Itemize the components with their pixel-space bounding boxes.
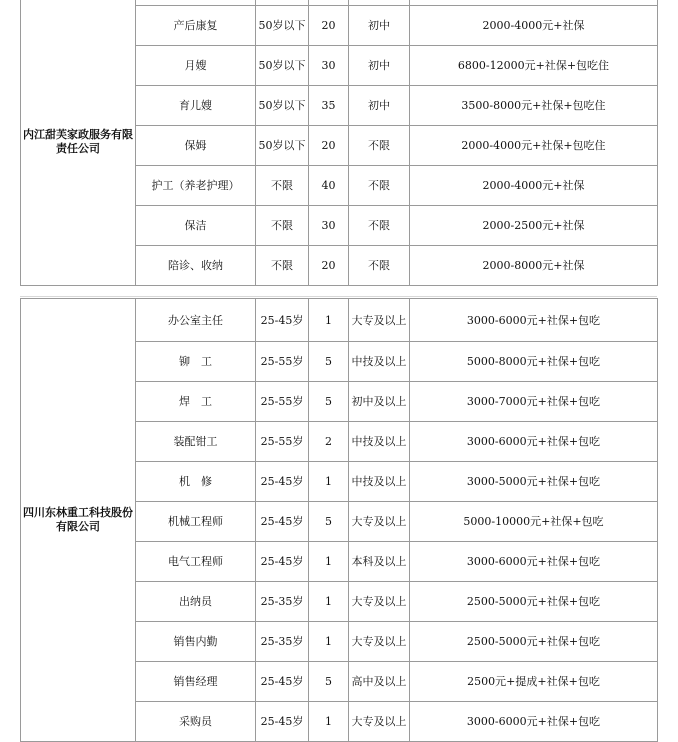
headcount: 1 xyxy=(309,622,349,662)
headcount: 35 xyxy=(309,86,349,126)
headcount: 5 xyxy=(309,502,349,542)
education-requirement: 不限 xyxy=(349,246,410,286)
job-title: 护工（养老护理） xyxy=(136,166,256,206)
company-name: 内江甜芙家政服务有限责任公司 xyxy=(23,128,133,155)
age-requirement: 25-35岁 xyxy=(256,622,309,662)
salary: 3000-6000元+社保+包吃 xyxy=(410,702,658,742)
job-title: 育儿嫂 xyxy=(136,86,256,126)
education-requirement: 初中 xyxy=(349,6,410,46)
headcount: 5 xyxy=(309,382,349,422)
job-title: 陪诊、收纳 xyxy=(136,246,256,286)
salary: 2500-5000元+社保+包吃 xyxy=(410,582,658,622)
age-requirement: 25-45岁 xyxy=(256,702,309,742)
headcount: 1 xyxy=(309,582,349,622)
salary: 3000-6000元+社保+包吃 xyxy=(410,299,658,342)
headcount: 40 xyxy=(309,166,349,206)
salary: 3000-7000元+社保+包吃 xyxy=(410,382,658,422)
salary: 3000-6000元+社保+包吃 xyxy=(410,422,658,462)
job-title: 机 修 xyxy=(136,462,256,502)
education-requirement: 大专及以上 xyxy=(349,622,410,662)
job-title: 保姆 xyxy=(136,126,256,166)
table-row xyxy=(21,299,658,342)
age-requirement: 50岁以下 xyxy=(256,126,309,166)
job-title: 铆 工 xyxy=(136,342,256,382)
education-requirement: 初中 xyxy=(349,46,410,86)
age-requirement: 25-45岁 xyxy=(256,542,309,582)
salary: 3000-6000元+社保+包吃 xyxy=(410,542,658,582)
job-title: 办公室主任 xyxy=(136,299,256,342)
headcount: 20 xyxy=(309,246,349,286)
education-requirement: 不限 xyxy=(349,206,410,246)
salary: 2000-2500元+社保 xyxy=(410,206,658,246)
job-title: 出纳员 xyxy=(136,582,256,622)
headcount: 20 xyxy=(309,6,349,46)
age-requirement: 不限 xyxy=(256,166,309,206)
salary: 2000-4000元+社保 xyxy=(410,6,658,46)
age-requirement: 25-45岁 xyxy=(256,502,309,542)
salary: 3500-8000元+社保+包吃住 xyxy=(410,86,658,126)
job-title: 装配钳工 xyxy=(136,422,256,462)
headcount: 1 xyxy=(309,542,349,582)
job-title: 销售内勤 xyxy=(136,622,256,662)
education-requirement: 初中及以上 xyxy=(349,382,410,422)
education-requirement: 中技及以上 xyxy=(349,342,410,382)
education-requirement: 大专及以上 xyxy=(349,582,410,622)
job-title: 月嫂 xyxy=(136,46,256,86)
education-requirement: 本科及以上 xyxy=(349,542,410,582)
age-requirement: 25-45岁 xyxy=(256,299,309,342)
recruitment-table-donglin xyxy=(20,298,658,742)
education-requirement: 不限 xyxy=(349,126,410,166)
education-requirement: 大专及以上 xyxy=(349,502,410,542)
education-requirement: 大专及以上 xyxy=(349,299,410,342)
age-requirement: 25-55岁 xyxy=(256,342,309,382)
job-title: 电气工程师 xyxy=(136,542,256,582)
salary: 2500-5000元+社保+包吃 xyxy=(410,622,658,662)
headcount: 1 xyxy=(309,299,349,342)
salary: 2000-4000元+社保 xyxy=(410,166,658,206)
age-requirement: 25-55岁 xyxy=(256,422,309,462)
headcount: 20 xyxy=(309,126,349,166)
divider xyxy=(20,296,657,297)
education-requirement: 中技及以上 xyxy=(349,462,410,502)
salary: 5000-10000元+社保+包吃 xyxy=(410,502,658,542)
company-cell xyxy=(21,299,136,742)
job-title: 焊 工 xyxy=(136,382,256,422)
salary: 2000-8000元+社保 xyxy=(410,246,658,286)
age-requirement: 25-55岁 xyxy=(256,382,309,422)
age-requirement: 25-35岁 xyxy=(256,582,309,622)
education-requirement: 初中 xyxy=(349,86,410,126)
company-name: 四川东林重工科技股份有限公司 xyxy=(23,506,133,533)
headcount: 30 xyxy=(309,46,349,86)
headcount: 5 xyxy=(309,342,349,382)
education-requirement: 高中及以上 xyxy=(349,662,410,702)
age-requirement: 不限 xyxy=(256,246,309,286)
headcount: 30 xyxy=(309,206,349,246)
headcount: 5 xyxy=(309,662,349,702)
education-requirement: 不限 xyxy=(349,166,410,206)
salary: 2500元+提成+社保+包吃 xyxy=(410,662,658,702)
age-requirement: 50岁以下 xyxy=(256,6,309,46)
education-requirement: 大专及以上 xyxy=(349,702,410,742)
salary: 2000-4000元+社保+包吃住 xyxy=(410,126,658,166)
job-title: 采购员 xyxy=(136,702,256,742)
education-requirement: 中技及以上 xyxy=(349,422,410,462)
salary: 6800-12000元+社保+包吃住 xyxy=(410,46,658,86)
age-requirement: 50岁以下 xyxy=(256,46,309,86)
job-title: 销售经理 xyxy=(136,662,256,702)
age-requirement: 25-45岁 xyxy=(256,662,309,702)
age-requirement: 50岁以下 xyxy=(256,86,309,126)
age-requirement: 不限 xyxy=(256,206,309,246)
recruitment-table-jiazheng xyxy=(20,0,658,286)
salary: 5000-8000元+社保+包吃 xyxy=(410,342,658,382)
headcount: 1 xyxy=(309,462,349,502)
job-title: 机械工程师 xyxy=(136,502,256,542)
company-cell xyxy=(21,0,136,286)
age-requirement: 25-45岁 xyxy=(256,462,309,502)
salary: 3000-5000元+社保+包吃 xyxy=(410,462,658,502)
job-title: 保洁 xyxy=(136,206,256,246)
job-title: 产后康复 xyxy=(136,6,256,46)
headcount: 1 xyxy=(309,702,349,742)
headcount: 2 xyxy=(309,422,349,462)
